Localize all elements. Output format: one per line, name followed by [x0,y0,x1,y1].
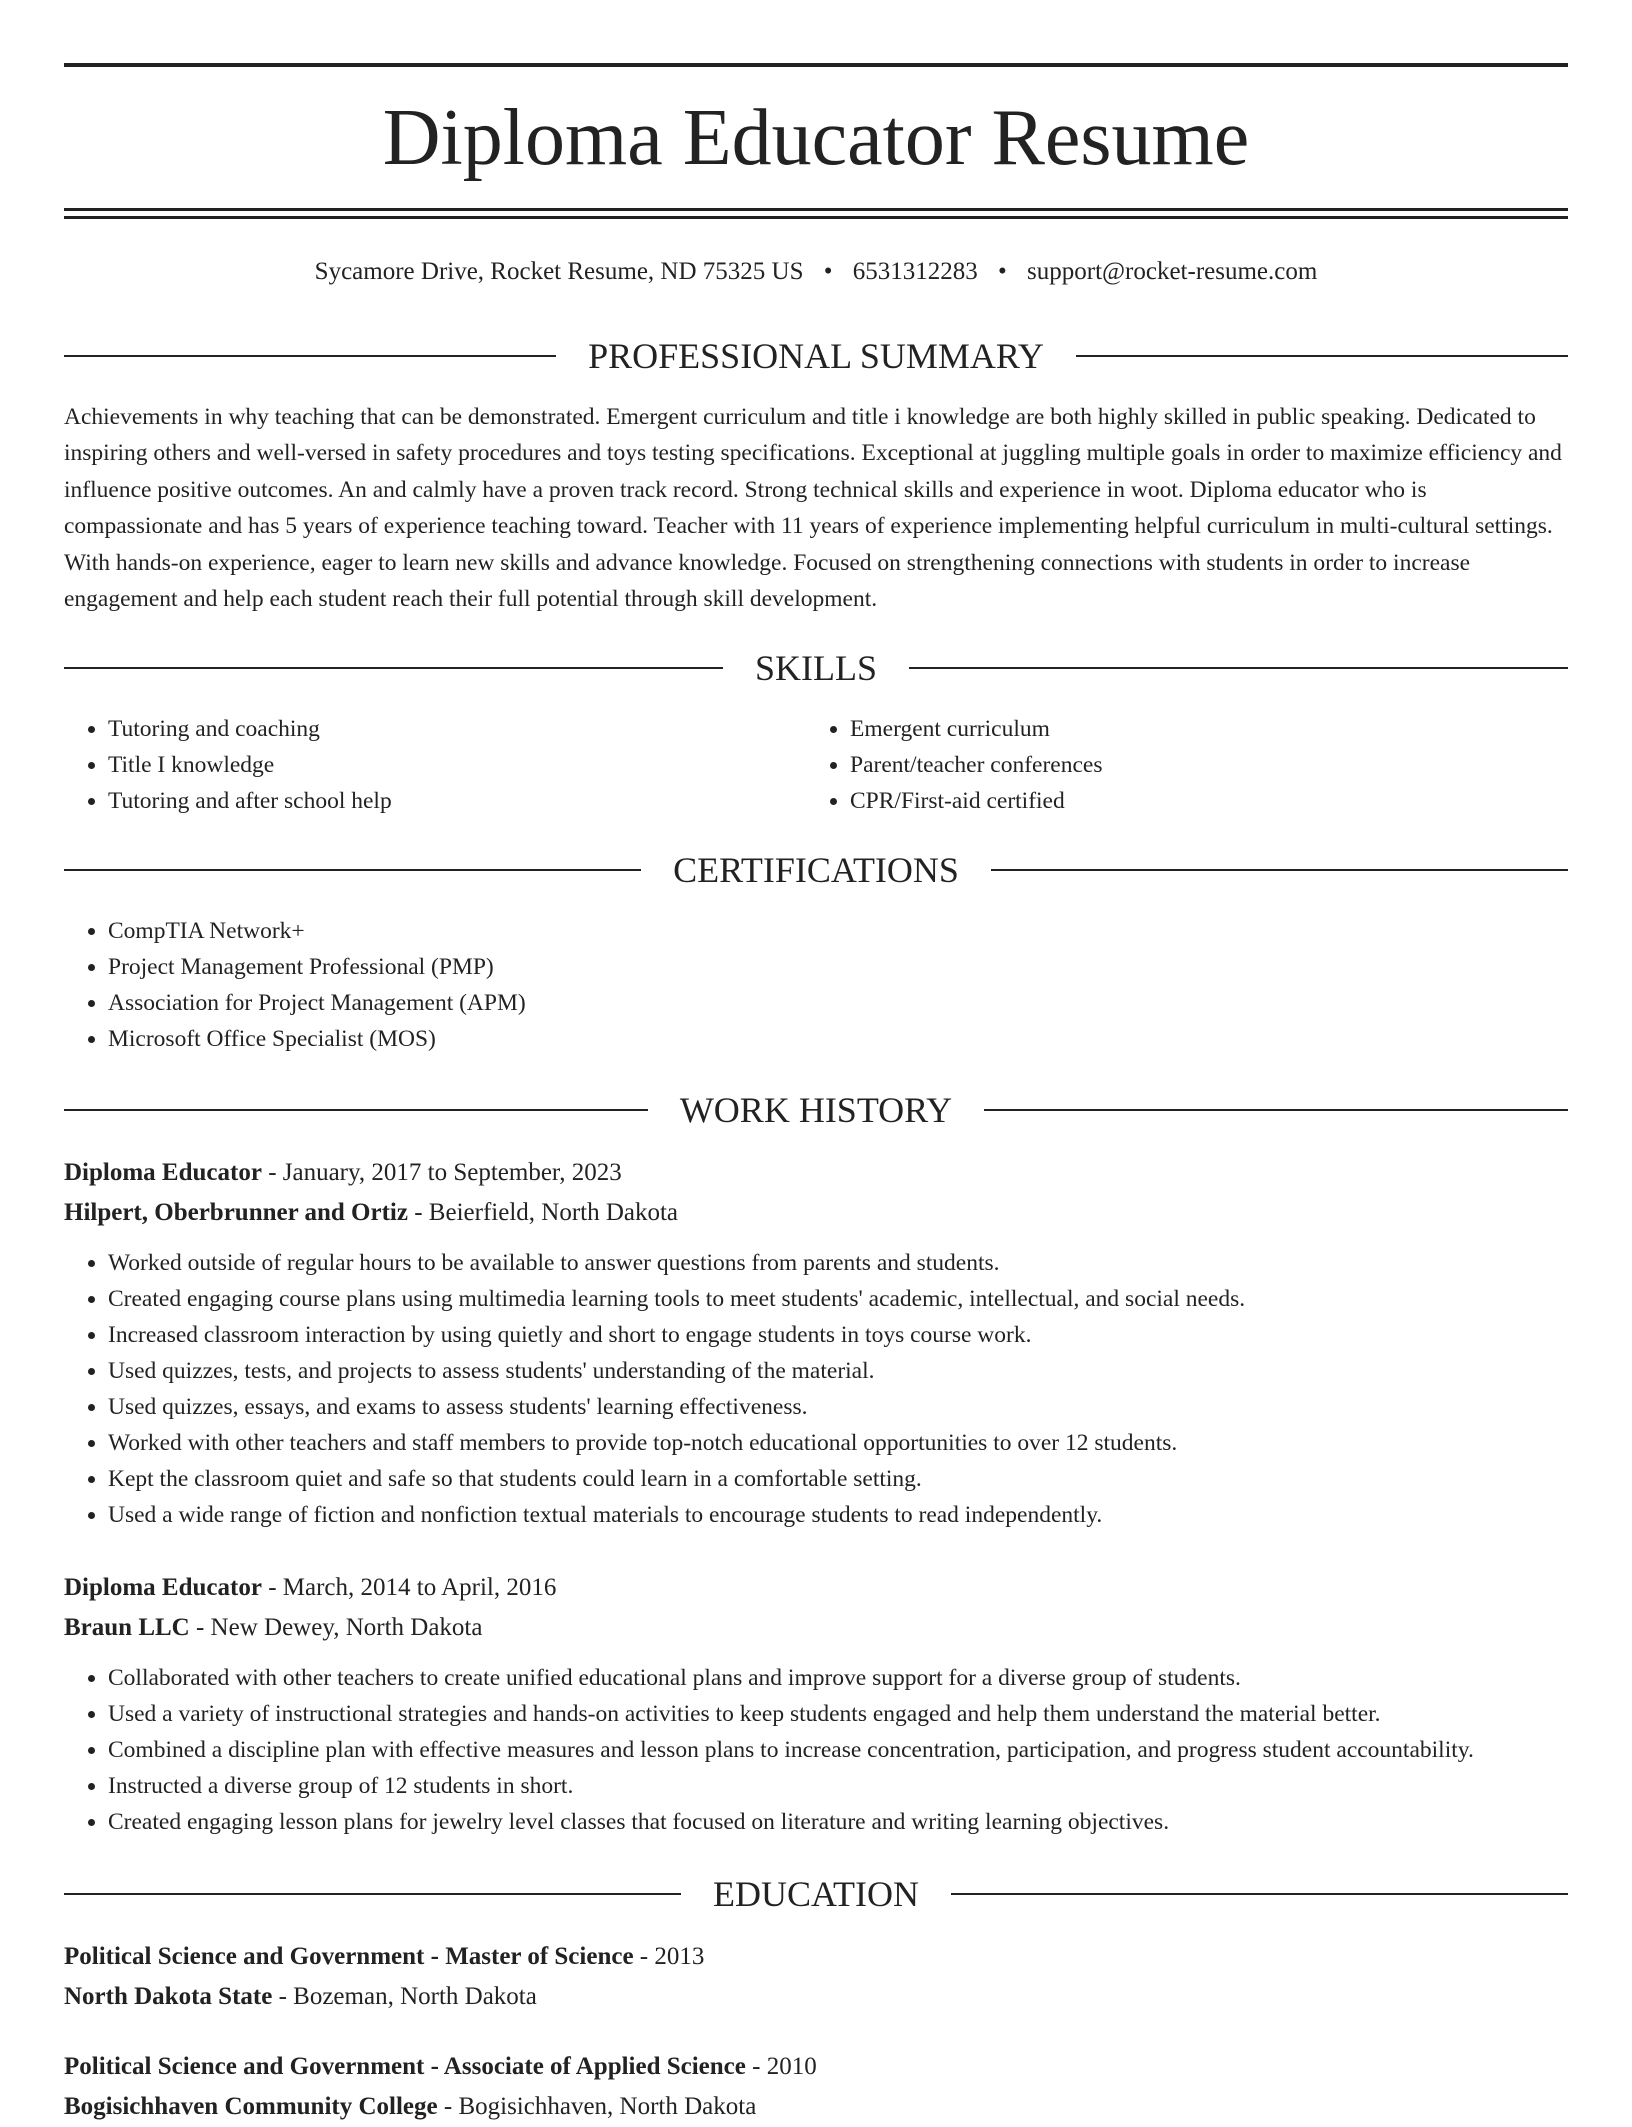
skill-item: • Tutoring and coaching [108,711,806,747]
summary-paragraph: Achievements in why teaching that can be demonstrated. Emergent curriculum and title i knowledge are both highly skilled in public speaking. Dedicated to inspiring others and well-versed in safety procedures and toys testing specifications. Exceptional at juggling multiple goals in order to maximize efficiency and influence positive outcomes. An and calmly have a proven track record. Strong technical skills and experience in woot. Diploma educator who is compassionate and has 5 years of experience teaching toward. Teacher with 11 years of experience implementing helpful curriculum in multi-cultural settings. With hands-on experience, eager to learn new skills and advance knowledge. Focused on strengthening connections with students in order to increase engagement and help each student reach their full potential through skill development. [64,404,1562,613]
job-heading [64,1153,1568,1193]
section-title: WORK HISTORY [679,1090,953,1130]
section-rule [64,667,723,669]
education-year: - 2013 [633,1943,705,1970]
job-entry [64,1568,1568,1840]
certifications-list [64,913,1568,1057]
job-duty-item: • Instructed a diverse group of 12 students in short. [108,1768,1568,1804]
education-location: - Bogisichhaven, North Dakota [437,2093,757,2120]
skill-item: • Parent/teacher conferences [850,747,1548,783]
job-duty-item: • Used a variety of instructional strategies and hands-on activities to keep students engaged and help them understand the material better. [108,1696,1568,1732]
job-duty-item: • Used quizzes, tests, and projects to assess students' understanding of the material. [108,1353,1568,1389]
education-school-line [64,2087,1568,2127]
skill-item: • CPR/First-aid certified [850,783,1548,819]
education-degree: Political Science and Government - Master of Science [64,1943,634,1970]
section-title: CERTIFICATIONS [673,850,959,890]
job-location: - New Dewey, North Dakota [189,1614,483,1641]
job-dates: - March, 2014 to April, 2016 [261,1574,557,1601]
job-duties [64,1245,1568,1533]
job-employer [64,1608,1568,1648]
skill-item: • Title I knowledge [108,747,806,783]
job-duty-item: • Collaborated with other teachers to create unified educational plans and improve support for a diverse group of students. [108,1660,1568,1696]
job-entry [64,1153,1568,1533]
job-duty-item: • Used quizzes, essays, and exams to assess students' learning effectiveness. [108,1389,1568,1425]
job-employer [64,1193,1568,1233]
top-rule [64,63,1568,67]
section-rule [64,1893,681,1895]
section-rule [64,355,556,357]
section-rule [984,1109,1568,1111]
contact-address: Sycamore Drive, Rocket Resume, ND 75325 US [314,258,804,285]
job-title: Diploma Educator [64,1159,262,1186]
contact-separator: • [823,258,833,285]
section-heading-skills [64,646,1568,690]
section-rule [991,869,1568,871]
certification-item: • CompTIA Network+ [108,913,1568,949]
section-rule [64,1109,648,1111]
job-duty-item: • Increased classroom interaction by using quietly and short to engage students in toys course work. [108,1317,1568,1353]
title-rule-upper [64,208,1568,211]
education-school: North Dakota State [64,1983,273,2010]
section-rule [951,1893,1568,1895]
job-duties [64,1660,1568,1840]
education-school-line [64,1977,1568,2017]
certification-item: • Association for Project Management (APM) [108,985,1568,1021]
education-heading [64,1937,1568,1977]
education-heading [64,2047,1568,2087]
section-heading-summary [64,334,1568,378]
education-year: - 2010 [745,2053,817,2080]
education-location: - Bozeman, North Dakota [272,1983,537,2010]
section-heading-education [64,1872,1568,1916]
contact-phone: 6531312283 [852,258,978,285]
section-heading-work-history [64,1088,1568,1132]
job-title: Diploma Educator [64,1574,262,1601]
certification-item: • Project Management Professional (PMP) [108,949,1568,985]
job-heading [64,1568,1568,1608]
resume-title: Diploma Educator Resume [382,94,1250,182]
job-duty-item: • Created engaging lesson plans for jewelry level classes that focused on literature and writing learning objectives. [108,1804,1568,1840]
title-rule-lower [64,216,1568,219]
job-duty-item: • Combined a discipline plan with effective measures and lesson plans to increase concentration, participation, and progress student accountability. [108,1732,1568,1768]
job-duty-item: • Worked with other teachers and staff members to provide top-notch educational opportunities to over 12 students. [108,1425,1568,1461]
section-rule [1076,355,1568,357]
job-location: - Beierfield, North Dakota [407,1199,679,1226]
section-rule [64,869,641,871]
certification-item: • Microsoft Office Specialist (MOS) [108,1021,1568,1057]
education-entry [64,1937,1568,2017]
job-duty-item: • Worked outside of regular hours to be available to answer questions from parents and students. [108,1245,1568,1281]
section-title: PROFESSIONAL SUMMARY [588,336,1044,376]
skills-column-right [806,711,1548,819]
job-company: Hilpert, Oberbrunner and Ortiz [64,1199,408,1226]
contact-separator: • [998,258,1007,285]
education-degree: Political Science and Government - Associate of Applied Science [64,2053,746,2080]
section-title: EDUCATION [713,1874,919,1914]
section-heading-certifications [64,848,1568,892]
job-dates: - January, 2017 to September, 2023 [261,1159,622,1186]
skills-list [64,711,1568,819]
section-rule [909,667,1568,669]
job-duty-item: • Created engaging course plans using multimedia learning tools to meet students' academic, intellectual, and social needs. [108,1281,1568,1317]
contact-email: support@rocket-resume.com [1027,258,1318,285]
education-school: Bogisichhaven Community College [64,2093,438,2120]
education-entry [64,2047,1568,2127]
job-duty-item: • Used a wide range of fiction and nonfiction textual materials to encourage students to read independently. [108,1497,1568,1533]
job-company: Braun LLC [64,1614,190,1641]
skills-column-left [64,711,806,819]
skill-item: • Tutoring and after school help [108,783,806,819]
job-duty-item: • Kept the classroom quiet and safe so that students could learn in a comfortable setting. [108,1461,1568,1497]
section-title: SKILLS [755,648,878,688]
skill-item: • Emergent curriculum [850,711,1548,747]
contact-line [64,254,1568,290]
